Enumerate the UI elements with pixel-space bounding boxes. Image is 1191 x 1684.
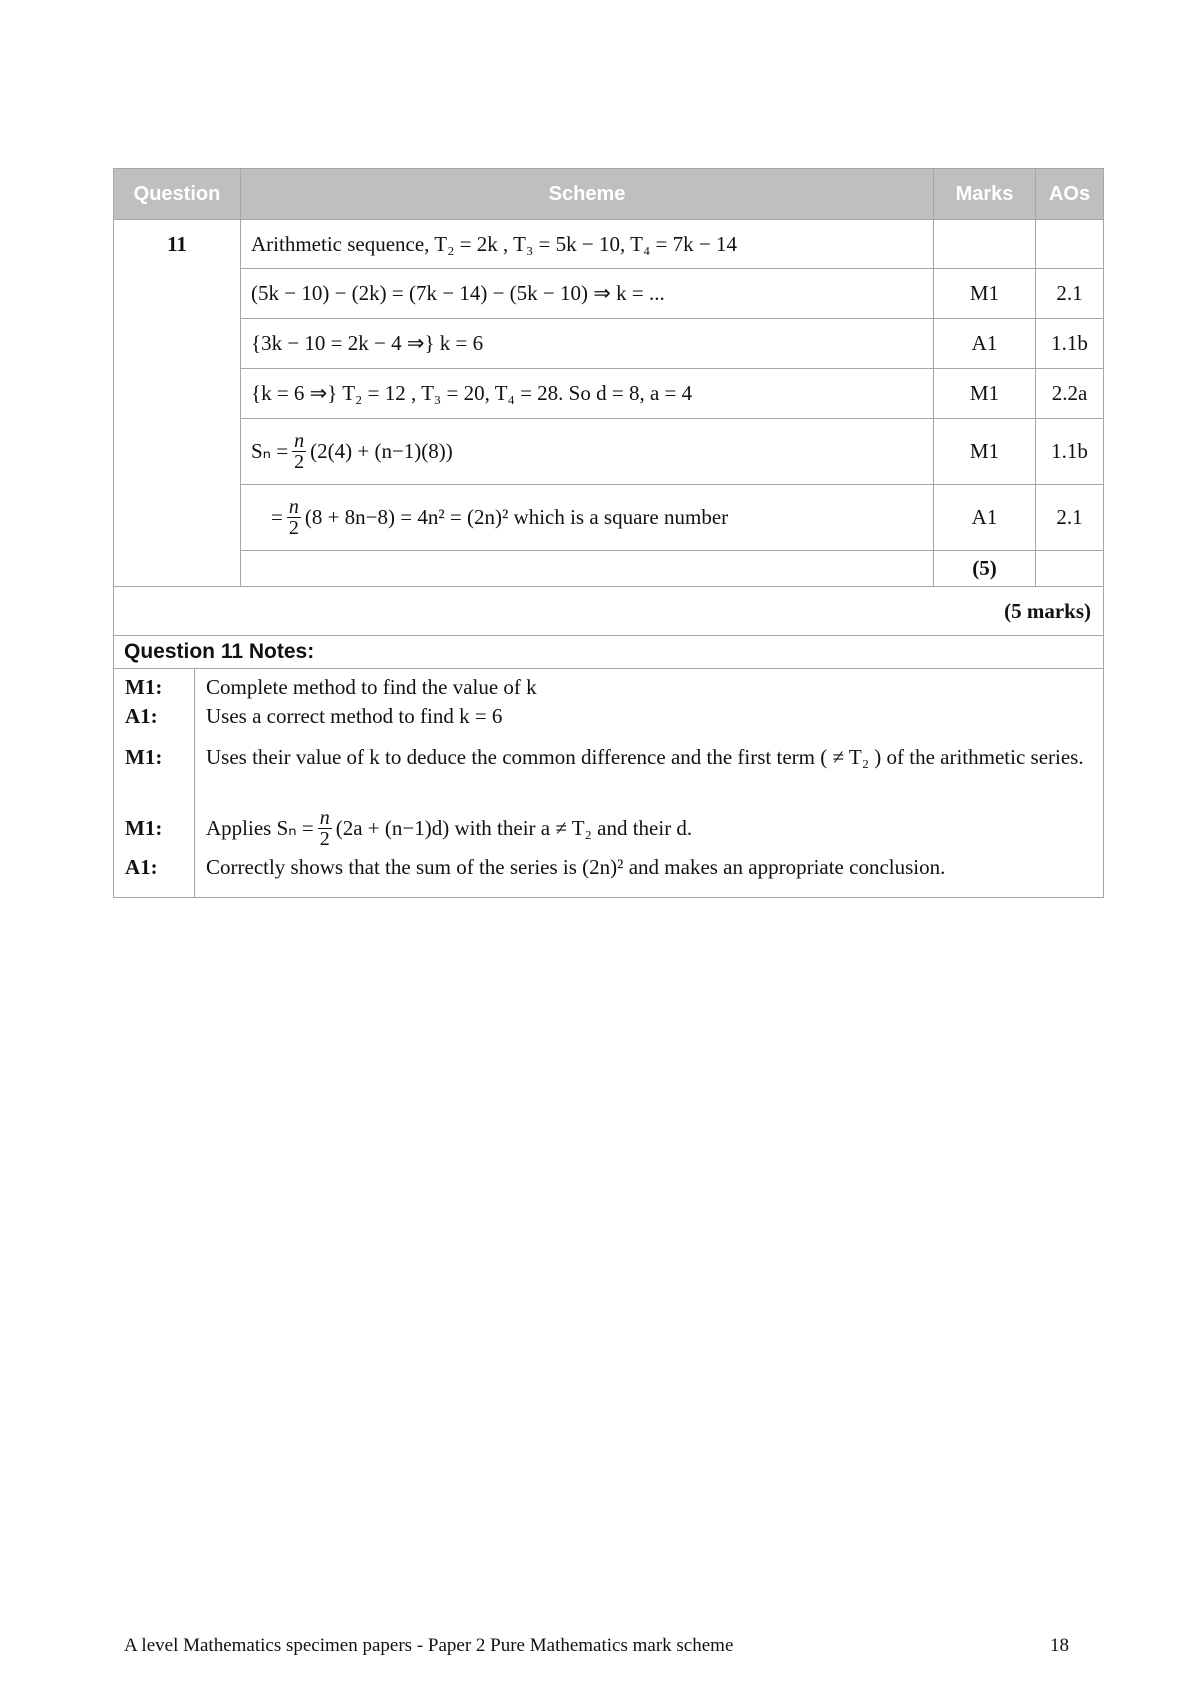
subtotal-row [114, 551, 1104, 587]
scheme-step: (5k − 10) − (2k) = (7k − 14) − (5k − 10) ⇒ k = ... [241, 269, 934, 319]
footer-title: A level Mathematics specimen papers - Paper 2 Pure Mathematics mark scheme [124, 1635, 734, 1656]
fraction-denominator: 2 [319, 828, 330, 850]
note-text: Complete method to find the value of k [206, 675, 537, 699]
mark-scheme-table [113, 168, 1104, 898]
note-code: M1: [114, 742, 195, 802]
formula-prefix: Sₙ = [251, 439, 289, 463]
note-text: Correctly shows that the sum of the series is (2n)² and makes an appropriate conclusion. [206, 855, 946, 879]
scheme-row [114, 369, 1104, 419]
fraction-numerator: n [294, 430, 305, 452]
scheme-step: Arithmetic sequence, T₂ = 2k , T₃ = 5k − 10, T₄ = 7k − 14 [241, 220, 934, 269]
header-scheme: Scheme [241, 169, 934, 220]
note-formula-suffix: (2a + (n−1)d) with their a ≠ T₂ and their d. [335, 816, 693, 840]
ao-cell: 2.2a [1036, 369, 1104, 419]
sum-formula [251, 431, 453, 472]
note-text [195, 802, 1103, 855]
notes-heading-row [114, 636, 1104, 669]
note-text: Uses their value of k to deduce the common difference and the first term ( ≠ T₂ ) of the arithmetic series. [206, 745, 1084, 769]
header-aos: AOs [1036, 169, 1104, 220]
subtotal-mark: (5) [934, 551, 1036, 587]
scheme-step: {3k − 10 = 2k − 4 ⇒} k = 6 [241, 319, 934, 369]
fraction [287, 497, 301, 538]
question-number: 11 [114, 220, 241, 587]
scheme-step [241, 419, 934, 485]
note-formula-prefix: Applies Sₙ = [206, 816, 314, 840]
ao-cell: 1.1b [1036, 419, 1104, 485]
header-marks: Marks [934, 169, 1036, 220]
header-question: Question [114, 169, 241, 220]
notes-row [114, 669, 1104, 898]
fraction-numerator: n [319, 807, 330, 829]
note-code: M1: [114, 669, 195, 704]
scheme-row [114, 269, 1104, 319]
total-marks: (5 marks) [114, 587, 1104, 636]
fraction [318, 808, 332, 849]
scheme-row [114, 220, 1104, 269]
scheme-row [114, 485, 1104, 551]
page-number: 18 [1050, 1635, 1069, 1656]
scheme-step [241, 485, 934, 551]
fraction-denominator: 2 [294, 451, 305, 473]
note-formula [206, 808, 692, 849]
ao-cell: 2.1 [1036, 269, 1104, 319]
fraction-denominator: 2 [288, 517, 299, 539]
notes-heading: Question 11 Notes: [114, 636, 1104, 669]
mark-cell [934, 220, 1036, 269]
ao-cell: 1.1b [1036, 319, 1104, 369]
formula-suffix: (8 + 8n−8) = 4n² = (2n)² which is a square number [304, 505, 729, 529]
note-code: M1: [114, 802, 195, 855]
note-code: A1: [114, 704, 195, 742]
mark-cell: A1 [934, 485, 1036, 551]
scheme-row [114, 419, 1104, 485]
scheme-step [241, 551, 934, 587]
mark-cell: A1 [934, 319, 1036, 369]
fraction-numerator: n [288, 496, 299, 518]
note-text: Uses a correct method to find k = 6 [206, 704, 503, 728]
scheme-row [114, 319, 1104, 369]
notes-body [114, 669, 1104, 898]
ao-cell [1036, 220, 1104, 269]
formula-prefix: = [271, 505, 283, 529]
sum-simplification [271, 497, 728, 538]
mark-cell: M1 [934, 369, 1036, 419]
ao-cell: 2.1 [1036, 485, 1104, 551]
formula-suffix: (2(4) + (n−1)(8)) [310, 439, 453, 463]
scheme-step: {k = 6 ⇒} T₂ = 12 , T₃ = 20, T₄ = 28. So d = 8, a = 4 [241, 369, 934, 419]
ao-cell [1036, 551, 1104, 587]
fraction [292, 431, 306, 472]
header-row [114, 169, 1104, 220]
note-code: A1: [114, 855, 195, 897]
mark-cell: M1 [934, 269, 1036, 319]
total-row [114, 587, 1104, 636]
mark-cell: M1 [934, 419, 1036, 485]
notes-list [114, 669, 1103, 897]
